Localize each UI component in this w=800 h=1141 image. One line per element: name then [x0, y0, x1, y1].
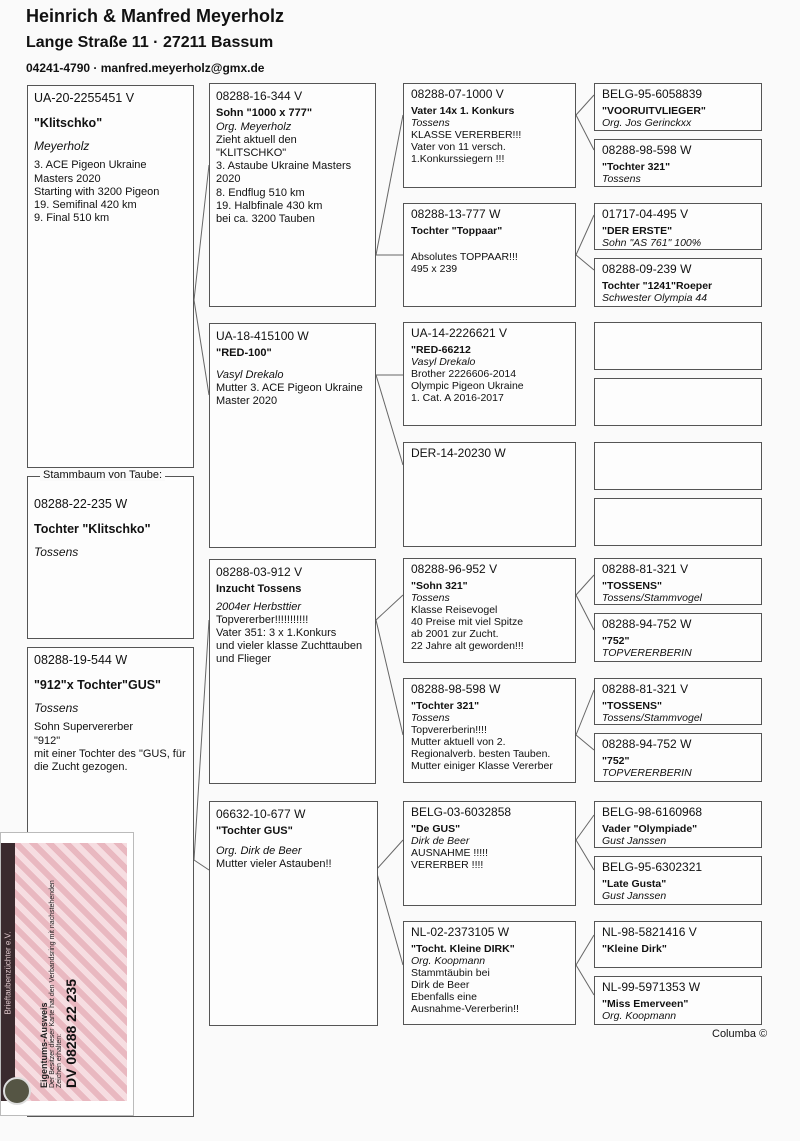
ggp-box-8 [403, 921, 576, 1025]
pigeon-name: "752" [602, 754, 630, 767]
breeder: Org. Koopmann [411, 954, 486, 967]
pigeon-name: "Late Gusta" [602, 877, 667, 890]
ggp-box-4 [403, 442, 576, 547]
grandmother-paternal-box [209, 323, 376, 548]
ring-number: 08288-09-239 W [602, 262, 692, 276]
gggp-box-10 [594, 613, 762, 662]
breeder: Dirk de Beer [411, 834, 470, 847]
pigeon-name: "RED-66212 [411, 343, 471, 356]
pigeon-name: Sohn "1000 x 777" [216, 107, 313, 120]
description: Topvererber!!!!!!!!!!! Vater 351: 3 x 1.Konkurs und vieler klasse Zuchttauben und Flieger [216, 613, 363, 666]
breeder: Vasyl Drekalo [216, 368, 284, 381]
ggp-box-6 [403, 678, 576, 783]
ring-number: 08288-81-321 V [602, 562, 689, 576]
ring-number: BELG-98-6160968 [602, 805, 703, 819]
description: 3. ACE Pigeon Ukraine Masters 2020 Starting with 3200 Pigeon 19. Semifinal 420 km 9. Final 510 km [34, 159, 160, 225]
ring-number: 08288-81-321 V [602, 682, 689, 696]
description: Topvererberin!!!! Mutter aktuell von 2. Regionalverb. besten Tauben. Mutter einiger Klasse Vererber [411, 723, 553, 773]
pigeon-name: Tochter "Klitschko" [34, 522, 151, 536]
grandfather-maternal-box [209, 559, 376, 784]
gggp-box-16 [594, 976, 762, 1025]
breeder: Gust Janssen [602, 889, 667, 902]
ring-number: UA-14-2226621 V [411, 326, 508, 340]
pedigree-label: Stammbaum von Taube: [40, 469, 165, 481]
ring-number: NL-98-5821416 V [602, 925, 697, 939]
breeder: Gust Janssen [602, 834, 667, 847]
breeder: Org. Meyerholz [216, 120, 292, 133]
ring-number: DER-14-20230 W [411, 446, 506, 460]
gggp-box-1 [594, 83, 762, 131]
gggp-box-13 [594, 801, 762, 848]
description: Stammtäubin bei Dirk de Beer Ebenfalls eine Ausnahme-Vererberin!! [411, 966, 519, 1016]
ring-number: 08288-96-952 V [411, 562, 498, 576]
description: Zieht aktuell den "KLITSCHKO" 3. Astaube Ukraine Masters 2020 8. Endflug 510 km 19. Halbfinale 430 km bei ca. 3200 Tauben [216, 133, 352, 225]
breeder-address: Lange Straße 11 · 27211 Bassum [26, 34, 274, 51]
father-box [27, 85, 194, 468]
ring-number: 01717-04-495 V [602, 207, 689, 221]
pigeon-name: Vader "Olympiade" [602, 822, 698, 835]
pigeon-name: "VOORUITVLIEGER" [602, 104, 706, 117]
pigeon-name: "Klitschko" [34, 116, 103, 130]
ring-number: 08288-13-777 W [411, 207, 501, 221]
ring-number: 08288-07-1000 V [411, 87, 504, 101]
description: Mutter vieler Astauben!! [216, 857, 332, 870]
pigeon-name: Inzucht Tossens [216, 583, 302, 596]
gggp-box-14 [594, 856, 762, 905]
description: Sohn Supervererber "912" mit einer Tochter des "GUS, für die Zucht gezogen. [34, 721, 186, 773]
ggp-box-5 [403, 558, 576, 663]
ring-number: NL-02-2373105 W [411, 925, 510, 939]
pigeon-name: "TOSSENS" [602, 579, 662, 592]
ring-number: UA-20-2255451 V [34, 91, 135, 105]
pigeon-name: "752" [602, 634, 630, 647]
ggp-box-3 [403, 322, 576, 426]
card-seal-icon [3, 1077, 31, 1105]
pigeon-name: "RED-100" [216, 347, 272, 360]
gggp-box-9 [594, 558, 762, 605]
ring-number: 08288-19-544 W [34, 653, 128, 667]
card-subtitle: Der Besitzer dieser Karte hat den Verbandsring mit nachstehenden Zeichen erhalten: [49, 880, 63, 1088]
breeder: Vasyl Drekalo [411, 355, 476, 368]
card-ring-number: DV 08288 22 235 [63, 979, 79, 1088]
gggp-box-12 [594, 733, 762, 782]
gggp-box-3 [594, 203, 762, 250]
grandfather-paternal-box [209, 83, 376, 307]
pigeon-name: "Tochter GUS" [216, 825, 293, 838]
breeder: TOPVERERBERIN [602, 646, 692, 659]
description: Brother 2226606-2014 Olympic Pigeon Ukraine 1. Cat. A 2016-2017 [411, 367, 524, 405]
pigeon-name: Tochter "1241"Roeper [602, 279, 713, 292]
breeder: Schwester Olympia 44 [602, 291, 708, 304]
gggp-box-15 [594, 921, 762, 968]
pigeon-name: "Tochter 321" [411, 699, 480, 712]
ring-number: 06632-10-677 W [216, 807, 306, 821]
gggp-box-8 [594, 498, 762, 546]
subject-box [27, 476, 194, 639]
ggp-box-2 [403, 203, 576, 307]
pigeon-name: "912"x Tochter"GUS" [34, 678, 161, 692]
pigeon-name: "Miss Emerveen" [602, 997, 689, 1010]
ring-number: 08288-98-598 W [411, 682, 501, 696]
breeder: Tossens [34, 701, 79, 715]
ggp-box-1 [403, 83, 576, 188]
software-credit: Columba © [712, 1028, 768, 1040]
gggp-box-6 [594, 378, 762, 426]
breeder-name: Heinrich & Manfred Meyerholz [26, 6, 285, 26]
breeder: Tossens [411, 591, 450, 604]
description: AUSNAHME !!!!! VERERBER !!!! [411, 846, 489, 871]
ring-number: 08288-22-235 W [34, 497, 128, 511]
ring-number: 08288-03-912 V [216, 565, 303, 579]
description: KLASSE VERERBER!!! Vater von 11 versch. 1.Konkurssiegern !!! [411, 128, 522, 166]
pigeon-name: "TOSSENS" [602, 699, 662, 712]
breeder: Sohn "AS 761" 100% [602, 236, 702, 249]
ring-number: BELG-95-6058839 [602, 87, 703, 101]
pigeon-name: "Sohn 321" [411, 579, 468, 592]
gggp-box-4 [594, 258, 762, 307]
gggp-box-11 [594, 678, 762, 725]
breeder: Tossens/Stammvogel [602, 711, 702, 724]
pigeon-name: Vater 14x 1. Konkurs [411, 104, 515, 117]
pigeon-name: "DER ERSTE" [602, 224, 673, 237]
ring-number: BELG-95-6302321 [602, 860, 703, 874]
gggp-box-7 [594, 442, 762, 490]
breeder: Tossens/Stammvogel [602, 591, 702, 604]
gggp-box-5 [594, 322, 762, 370]
pigeon-name: "Tochter 321" [602, 160, 671, 173]
breeder: Tossens [411, 116, 450, 129]
breeder-contact: 04241-4790 · manfred.meyerholz@gmx.de [26, 61, 265, 75]
description: Absolutes TOPPAAR!!! 495 x 239 [411, 250, 518, 275]
ring-number: UA-18-415100 W [216, 329, 309, 343]
breeder: Meyerholz [34, 139, 90, 153]
description: Klasse Reisevogel 40 Preise mit viel Spitze ab 2001 zur Zucht. 22 Jahre alt geworden!!! [411, 603, 524, 653]
pigeon-name: "Kleine Dirk" [602, 942, 667, 955]
ring-number: 08288-94-752 W [602, 737, 692, 751]
breeder: Org. Koopmann [602, 1009, 677, 1022]
card-title: Eigentums-Ausweis [39, 1002, 49, 1088]
breeder: 2004er Herbsttier [216, 600, 301, 613]
breeder: TOPVERERBERIN [602, 766, 692, 779]
breeder: Tossens [34, 545, 79, 559]
pigeon-name: "De GUS" [411, 822, 461, 835]
card-text-block [39, 858, 79, 1088]
breeder: Tossens [411, 711, 450, 724]
description: Mutter 3. ACE Pigeon Ukraine Master 2020 [216, 381, 363, 407]
gggp-box-2 [594, 139, 762, 187]
card-org-text: Brieftaubenzüchter e.V. [3, 931, 13, 1015]
breeder: Tossens [602, 172, 641, 185]
pigeon-name: Tochter "Toppaar" [411, 224, 503, 237]
breeder: Org. Dirk de Beer [216, 844, 302, 857]
ring-number: 08288-16-344 V [216, 89, 303, 103]
ownership-card [0, 832, 134, 1116]
ggp-box-7 [403, 801, 576, 906]
grandmother-maternal-box [209, 801, 378, 1026]
pigeon-name: "Tocht. Kleine DIRK" [411, 942, 515, 955]
breeder: Org. Jos Gerinckxx [602, 116, 692, 129]
ring-number: NL-99-5971353 W [602, 980, 701, 994]
ring-number: 08288-94-752 W [602, 617, 692, 631]
ring-number: BELG-03-6032858 [411, 805, 512, 819]
ring-number: 08288-98-598 W [602, 143, 692, 157]
